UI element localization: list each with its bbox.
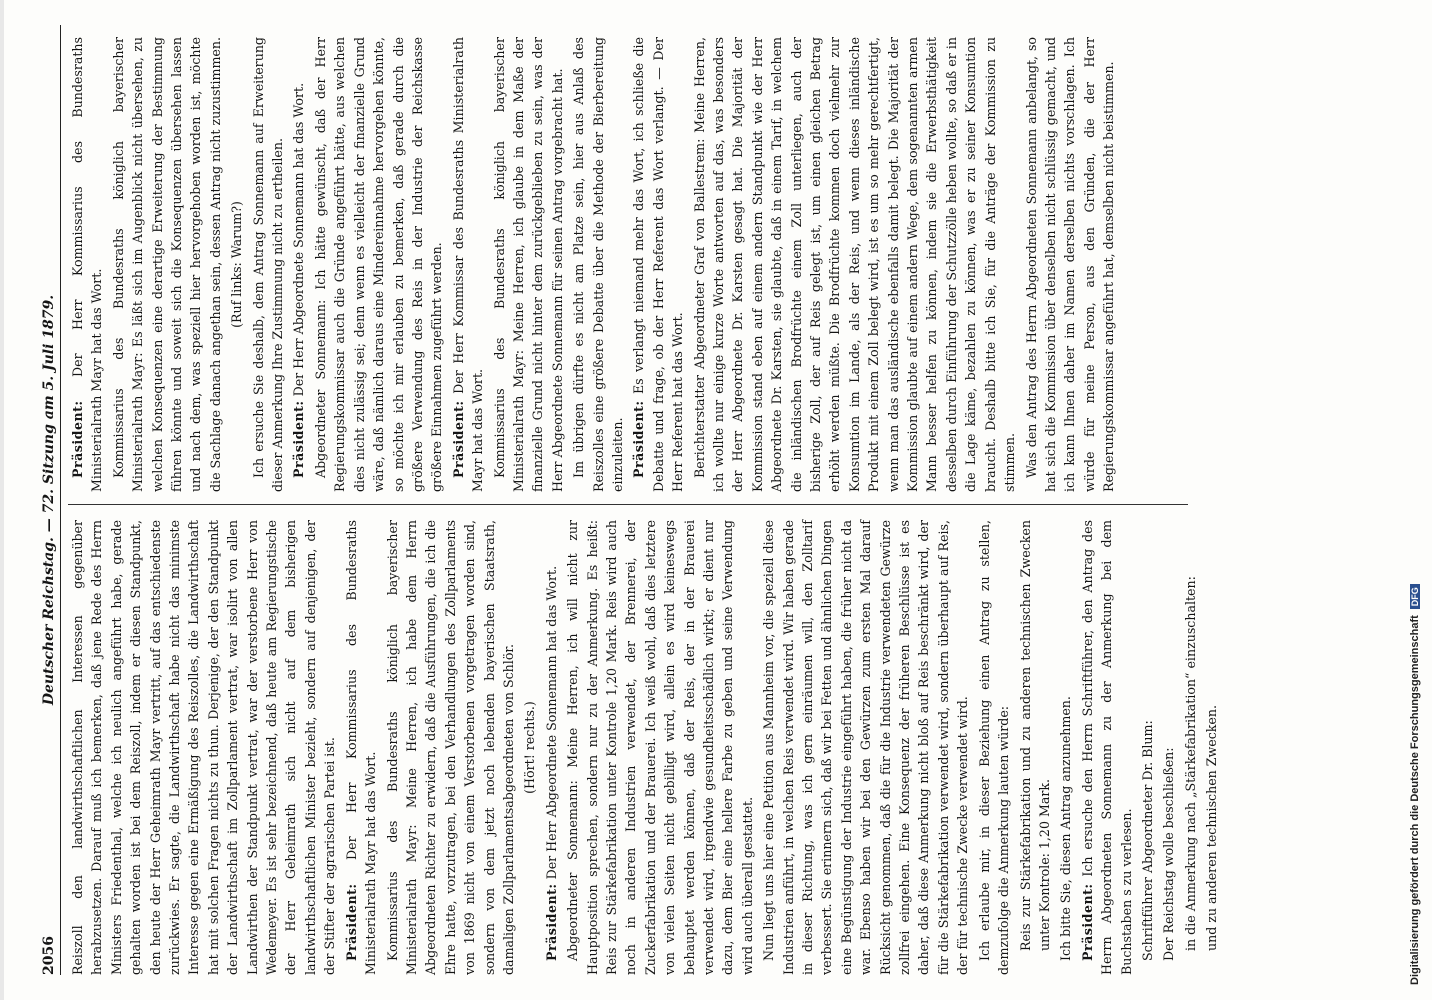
text-columns	[68, 25, 1220, 975]
paragraph	[68, 37, 107, 492]
paragraph	[1022, 37, 1119, 492]
digitization-credit-strip	[1405, 0, 1432, 1000]
paragraph-text: Abgeordneter Sonnemann: Meine Herren, ich will nicht zur Hauptposition sprechen, sondern nur zu der Anmerkung. Es heißt: Reis zur Stärkefabrikation unter Kontrole 1,20 Mark. Reis wird auch noch in anderen Industrien verwendet, der Brennerei, der Zuckerfabrikation und der Brauerei. Ich weiß wohl, daß dies letztere von vielen Seiten nicht gebilligt wird, allein es wird keineswegs behauptet werden können, daß der Reis, der in der Brauerei verwendet wird, irgendwie gesundheitsschädlich wirkt; er dient nur dazu, dem Bier eine hellere Farbe zu geben und seine Verwendung wird auch überall gestattet.	[565, 520, 755, 975]
paragraph-text: Es verlangt niemand mehr das Wort, ich schließe die Debatte und frage, ob der Herr Referent das Wort verlangt. — Der Herr Referent hat das Wort.	[631, 37, 686, 492]
speaker-label: Präsident:	[291, 400, 307, 478]
paragraph	[1016, 520, 1055, 975]
page-title: Deutscher Reichstag. — 72. Sitzung am 5. Juli 1879.	[41, 294, 57, 706]
dfg-logo: DFG	[1410, 584, 1420, 609]
paragraph-text: Kommissarius des Bundesraths königlich bayerischer Ministerialrath Mayr: Meine Herren, ich glaube in dem Maße der finanzielle Grund nicht hinter dem zurückgeblieben zu sein, was der Herr Abgeordnete Sonnemann für seinen Antrag vorgebracht hat.	[491, 37, 565, 492]
paragraph	[975, 520, 1014, 975]
paragraph	[542, 520, 561, 975]
paragraph-text: Berichterstatter Abgeordneter Graf von Ballestrem: Meine Herren, ich wollte nur einige kurze Worte antworten auf das, was besonders der Herr Abgeordnete Dr. Karsten gesagt hat. Die Majorität der Kommission stand eben auf einem andern Standpunkt wie der Herr Abgeordnete Dr. Karsten, sie glaubte, daß in einem Tarif, in welchem die inländischen Brodfrüchte einem Zoll unterliegen, auch der bisherige Zoll, der auf Reis gelegt ist, um einen gleichen Betrag erhöht werden müßte. Die Brodfrüchte kommen doch vielmehr zur Konsumtion im Lande, als der Reis, und wenn dieses inländische Produkt mit einem Zoll belegt wird, ist es um so mehr gerechtfertigt, wenn man das ausländische ebenfalls damit belegt. Die Majorität der Kommission glaubte auf einem andern Wege, dem sogenannten armen Mann besser helfen zu können, indem sie die Erwerbsthätigkeit desselben durch Einführung der Schutzzölle heben wollte, so daß er in die Lage käme, bezahlen zu können, was er zu seiner Konsumtion braucht. Deshalb bitte ich Sie, für die Anträge der Kommission zu stimmen.	[691, 37, 1018, 492]
column-left	[68, 520, 1220, 975]
paragraph	[449, 37, 488, 492]
paragraph	[1138, 520, 1157, 975]
speaker-label: Präsident:	[343, 883, 359, 961]
paragraph-text: Nun liegt uns hier eine Petition aus Mannheim vor, die speziell diese Industrien anführt, in welchen Reis verwendet wird. Wir haben gerade in dieser Richtung, was ich gern einräumen will, den Zolltarif verbessert. Sie erinnern sich, daß wir bei Fetten und ähnlichen Dingen eine Begünstigung der Industrie eingeführt haben, die früher nicht da war. Ebenso haben wir bei den Gewürzen zum ersten Mal darauf Rücksicht genommen, daß die für die Industrie verwendeten Gewürze zollfrei eingehen. Eine Konsequenz der früheren Beschlüsse ist es daher, daß diese Anmerkung nicht bloß auf Reis beschränkt wird, der für die Stärkefabrikation verwendet wird, sondern überhaupt auf Reis, der für technische Zwecke verwendet wird.	[761, 520, 971, 975]
paragraph-text: Der Herr Abgeordnete Sonnemann hat das Wort.	[543, 565, 559, 884]
paragraph	[227, 37, 246, 492]
paragraph-text: Ich ersuche Sie deshalb, dem Antrag Sonnemann auf Erweiterung dieser Anmerkung Ihre Zustimmung nicht zu ertheilen.	[250, 37, 286, 492]
speaker-label: Präsident:	[631, 400, 647, 478]
paragraph-text: Was den Antrag des Herrn Abgeordneten Sonnemann anbelangt, so hat sich die Kommission über denselben nicht schlüssig gemacht, und ich kann Ihnen daher im Namen derselben nichts vorschlagen. Ich würde für meine Person, aus den Gründen, die der Herr Regierungskommissar angeführt hat, demselben nicht beistimmen.	[1023, 37, 1117, 492]
paragraph	[1056, 520, 1075, 975]
paragraph	[68, 520, 340, 975]
paragraph	[629, 37, 687, 492]
paragraph-text: Reiszoll den landwirthschaftlichen Interessen gegenüber herabzusetzen. Darauf muß ich bemerken, daß jene Rede des Herrn Ministers Friedenthal, welche ich neulich angeführt habe, gerade gehalten worden ist bei dem Reiszoll, indem er diesen Standpunkt, den heute der Herr Geheimrath Mayr vertritt, auf das entschiedenste zurückwies. Er sagte, die Landwirthschaft habe nicht das minimste Interesse gegen eine Ermäßigung des Reiszolles, die Landwirthschaft hat mit solchen Fragen nichts zu thun. Derjenige, der den Standpunkt der Landwirthschaft im Zollparlament vertrat, war isolirt von allen Landwirthen der Standpunkt vertrat, war der verstorbene Herr von Wedemeyer. Es ist sehr bezeichnend, daß heute am Regierungstische der Herr Geheimrath sich nicht auf dem bisherigen landwirthschaftlichen Minister bezieht, sondern auf denjenigen, der der Stifter der agrarischen Partei ist.	[70, 520, 338, 975]
speaker-label: Präsident:	[450, 400, 466, 478]
speaker-label: Präsident:	[1079, 883, 1095, 961]
paragraph-text: Der Herr Kommissar des Bundesraths Ministerialrath Mayr hat das Wort.	[450, 37, 486, 492]
paragraph	[490, 37, 568, 492]
paragraph	[1159, 520, 1178, 975]
column-divider	[68, 504, 1188, 505]
paragraph	[759, 520, 972, 975]
paragraph-text: Reis zur Stärkefabrikation und zu anderen technischen Zwecken unter Kontrole: 1,20 Mark.	[1017, 520, 1052, 951]
paragraph-text: Kommissarius des Bundesraths königlich bayerischer Ministerialrath Mayr: Es läßt sich im Augenblick nicht übersehen, zu welchen Konsequenzen eine derartige Erweiterung der Bestimmung führen könnte und soweit sich die Konsequenzen übersehen lassen und nach dem, was speziell hier hervorgehoben worden ist, möchte die Sachlage danach angethan sein, dessen Antrag nicht zuzustimmen.	[110, 37, 223, 492]
paragraph-text: (Ruf links: Warum?)	[229, 201, 245, 328]
paragraph-text: Der Herr Kommissarius des Bundesraths Ministerialrath Mayr hat das Wort.	[70, 37, 105, 492]
paragraph-text: Der Herr Abgeordnete Sonnemann hat das Wort.	[291, 82, 307, 401]
paragraph	[1202, 520, 1221, 975]
paragraph-text: in die Anmerkung nach „Stärkefabrikation“ einzuschalten:	[1182, 576, 1198, 951]
paragraph-text: Abgeordneter Sonnemann: Ich hätte gewünscht, daß der Herr Regierungskommissar auch die Gründe angeführt hätte, aus welchen dies nicht zulässig sei; denn wenn es vielleicht der finanzielle Grund wäre, daß nämlich daraus eine Mindereinnahme hervorgehen könnte, so möchte ich mir erlauben zu bemerken, daß gerade durch die größere Verwendung des Reis in der Industrie der Reichskasse größere Einnahmen zugeführt werden.	[312, 37, 445, 492]
paragraph	[109, 37, 225, 492]
paragraph-text: Ich bitte Sie, diesen Antrag anzunehmen.	[1058, 696, 1074, 961]
paragraph	[1181, 520, 1200, 975]
paragraph-text: Ich erlaube mir, in dieser Beziehung einen Antrag zu stellen, demzufolge die Anmerkung lauten würde:	[976, 520, 1012, 975]
paragraph-text: Der Reichstag wolle beschließen:	[1161, 747, 1177, 961]
paragraph	[342, 520, 381, 975]
paragraph	[1078, 520, 1136, 975]
paragraph	[520, 520, 539, 975]
paragraph	[249, 37, 288, 492]
paragraph	[690, 37, 1020, 492]
paragraph-text: Der Herr Kommissarius des Bundesraths Ministerialrath Mayr hat das Wort.	[343, 520, 379, 975]
page-edge-shadow	[0, 0, 4, 1000]
column-right	[68, 37, 1188, 492]
paragraph-text: Schriftführer Abgeordneter Dr. Blum:	[1139, 720, 1155, 961]
page-header	[30, 25, 61, 975]
paragraph-text: Ich ersuche den Herrn Schriftführer, den Antrag des Herrn Abgeordneten Sonnemann zu der Anmerkung bei dem Buchstaben s zu verlesen.	[1079, 520, 1134, 975]
paragraph	[383, 520, 519, 975]
paragraph	[569, 37, 627, 492]
paragraph-text: Kommissarius des Bundesraths königlich bayerischer Ministerialrath Mayr: Meine Herren, ich habe dem Herrn Abgeordneten Richter zu erwidern, daß die Ausführungen, die ich die Ehre hatte, vorzutragen, bei den Verhandlungen des Zollparlaments von 1869 nicht von einem Verstorbenen vorgetragen worden sind, sondern von dem jetzt noch lebenden bayerischen Staatsrath, damaligen Zollparlamentsabgeordneten von Schlör.	[384, 520, 516, 975]
paragraph	[563, 520, 757, 975]
speaker-label: Präsident:	[543, 883, 559, 961]
credit-label: Digitalisierung gefördert durch die Deutsche Forschungsgemeinschaft	[1409, 615, 1421, 985]
paragraph	[311, 37, 447, 492]
paragraph	[289, 37, 308, 492]
speaker-label: Präsident:	[70, 400, 85, 478]
paragraph-text: Im übrigen dürfte es nicht am Platze sein, hier aus Anlaß des Reiszolles eine größere Debatte über die Methode der Bierbereitung einzuleiten.	[571, 37, 625, 492]
paragraph-text: (Hört! rechts.)	[522, 701, 538, 794]
paragraph-text: und zu anderen technischen Zwecken.	[1204, 704, 1220, 951]
page-number: 2056	[41, 936, 57, 975]
credit-text	[1409, 5, 1421, 985]
rotated-page-content	[30, 25, 1400, 975]
